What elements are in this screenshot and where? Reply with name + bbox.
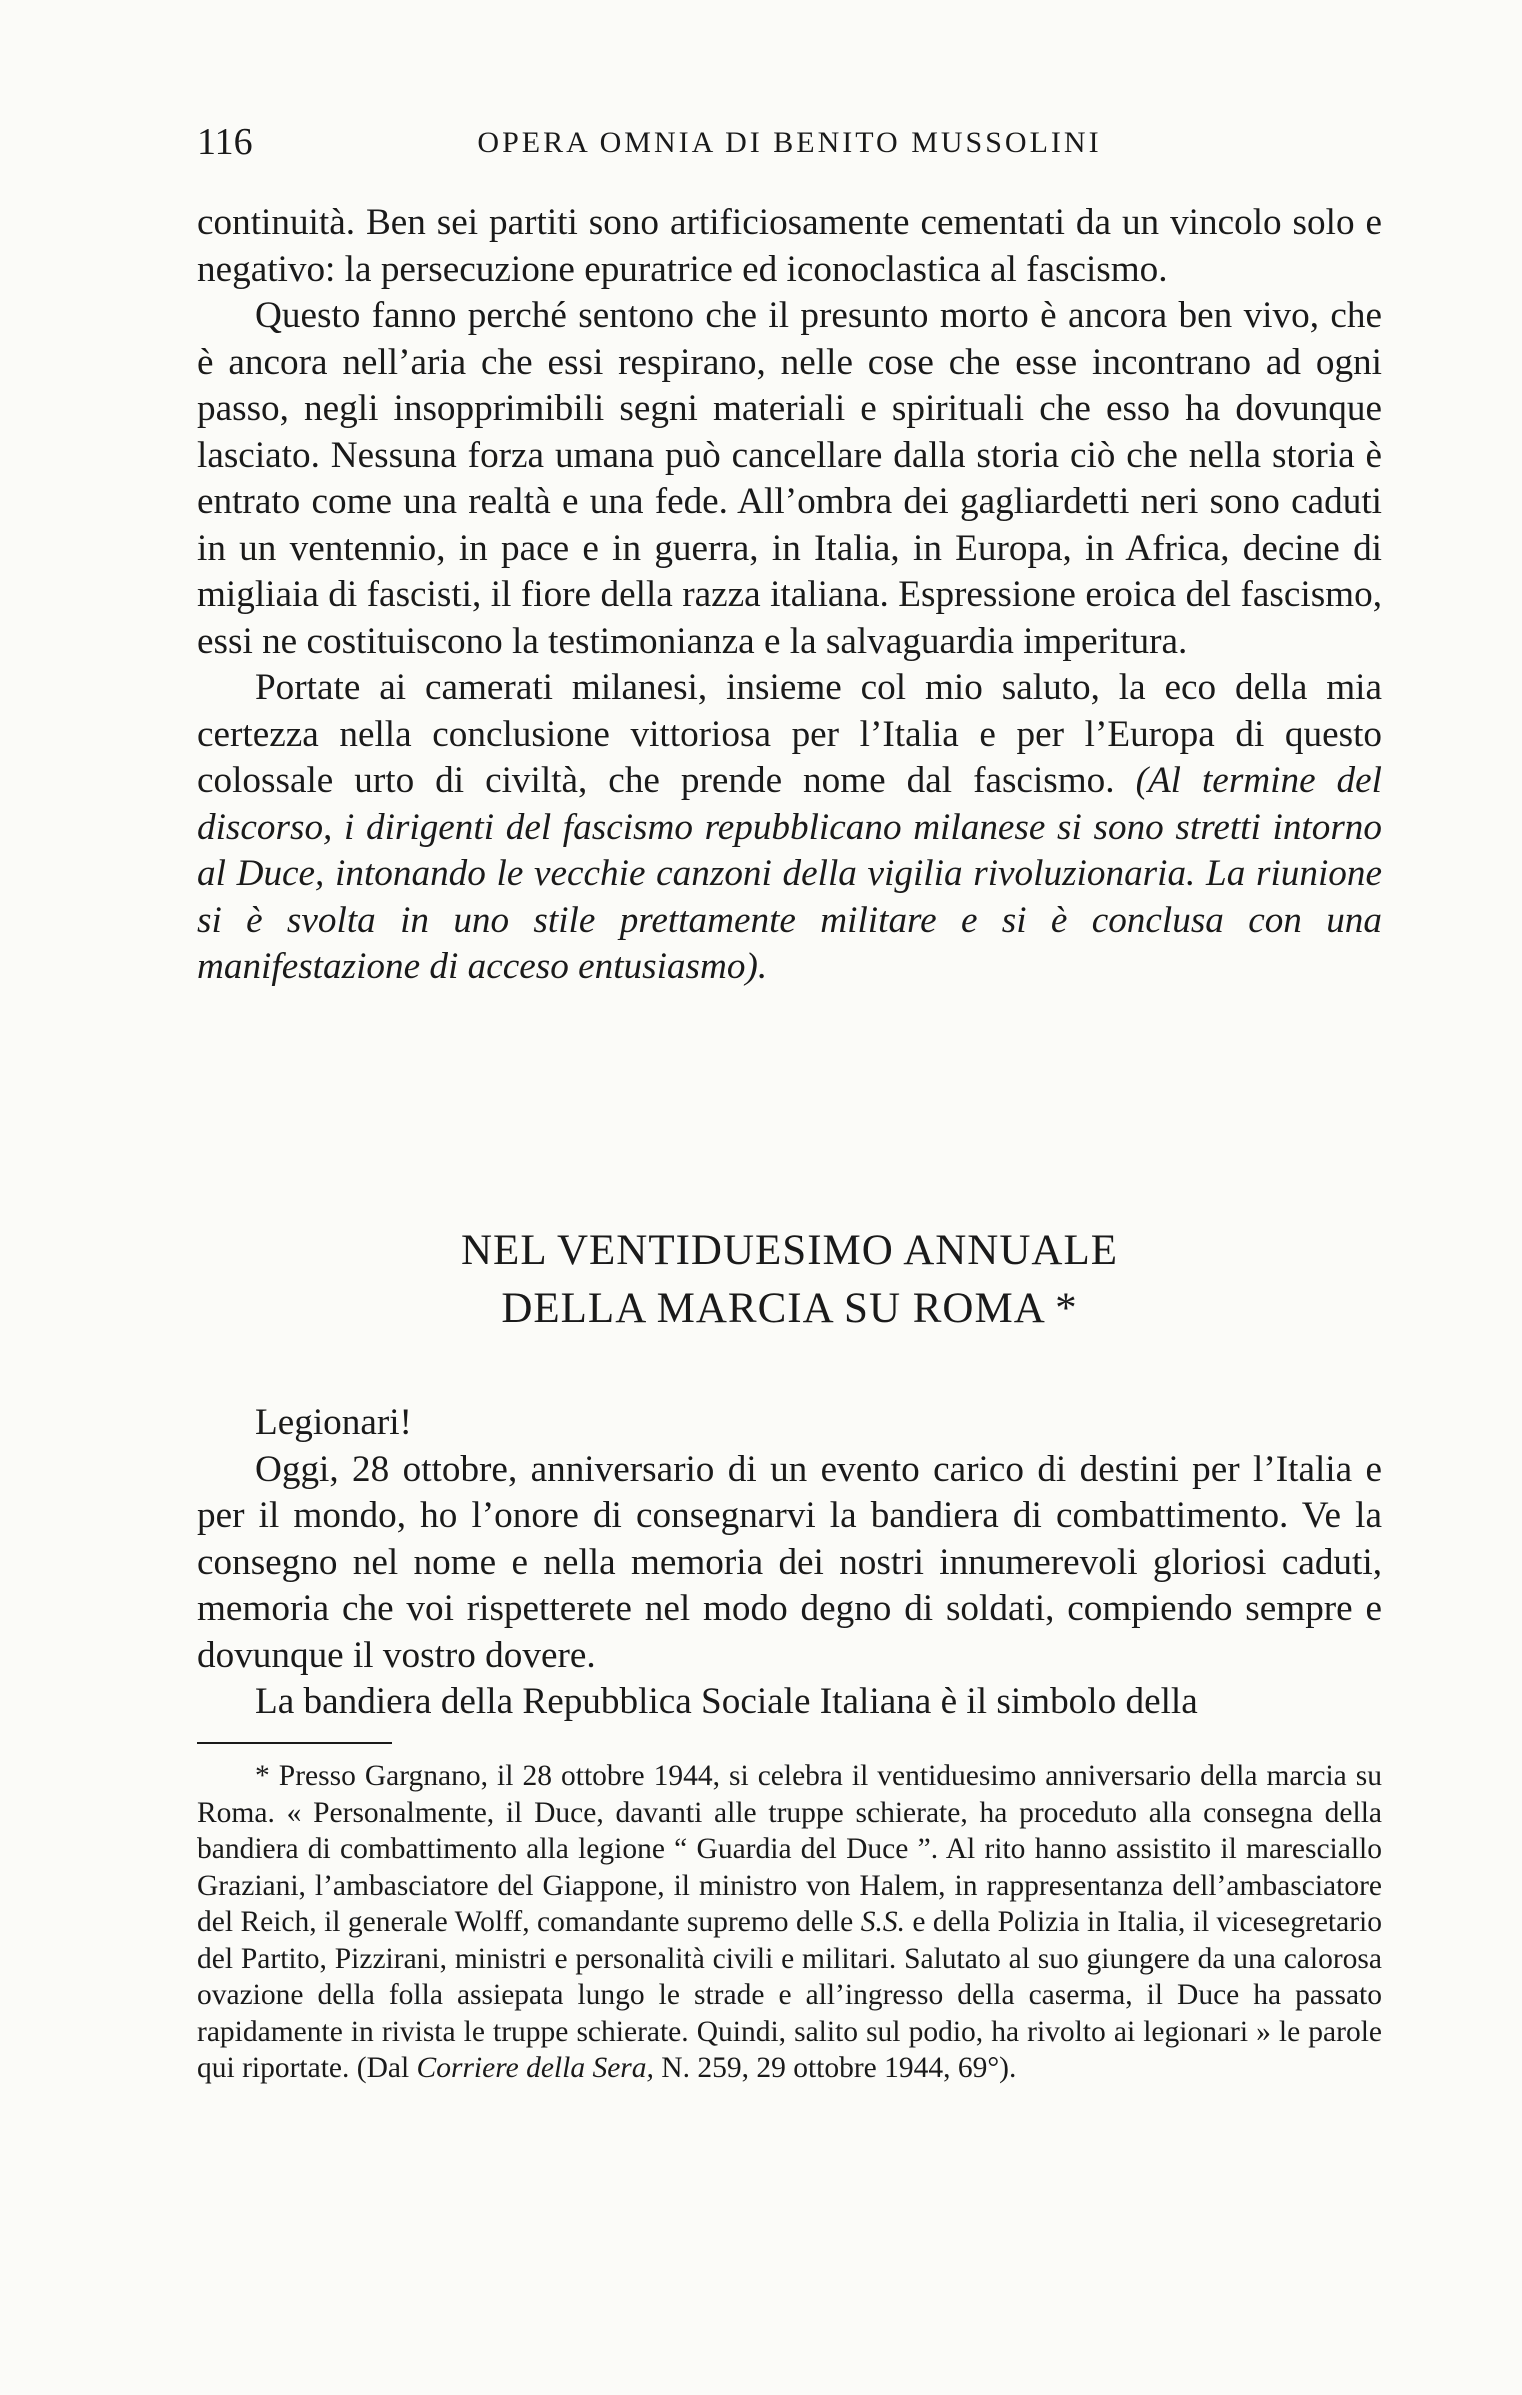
greeting: Legionari! — [255, 1402, 412, 1443]
article-title-line: DELLA MARCIA SU ROMA * — [501, 1285, 1078, 1332]
footnote-text-part: * Presso Gargnano, il 28 ottobre 1944, si celebra il ventiduesimo anniversario della marcia su Roma. « Personalmente, il Duce, davanti alle truppe schierate, ha proceduto alla consegna della bandiera di combattimento alla legione “ Guardia del Duce ”. Al rito hanno assistito il maresciallo Graziani, l’ambasciatore del Giappone, il ministro von Halem, in rappresentanza dell’ambasciatore del Reich, il generale Wolff, comandante supremo delle — [197, 1760, 1382, 1938]
speech-continuation — [197, 200, 1382, 991]
paragraph: La bandiera della Repubblica Sociale Italiana è il simbolo della — [255, 1681, 1198, 1722]
page-number: 116 — [197, 121, 253, 163]
footnote-text-part: e della Polizia in Italia, il vicesegretario del Partito, Pizzirani, ministri e personalità civili e militari. Salutato al suo giungere da una calorosa ovazione della folla assiepata lungo le strade e all’ingresso della caserma, il Duce ha passato rapidamente in rivista le truppe schierate. Quindi, salito sul podio, ha rivolto ai legionari » le parole qui riportate. (Dal — [197, 1906, 1382, 2084]
footnote-source-title: Corriere della Sera, — [416, 2052, 654, 2084]
article-title — [197, 1222, 1382, 1338]
paragraph: Oggi, 28 ottobre, anniversario di un evento carico di destini per l’Italia e per il mondo, ho l’onore di consegnarvi la bandiera di combattimento. Ve la consegno nel nome e nella memoria dei nostri innumerevoli gloriosi caduti, memoria che voi rispetterete nel modo degno di soldati, compiendo sempre e dovunque il vostro dovere. — [197, 1448, 1382, 1676]
footnote-text — [197, 1758, 1382, 2087]
article-title-line: NEL VENTIDUESIMO ANNUALE — [461, 1227, 1118, 1274]
speech-body — [197, 1400, 1382, 1726]
footnote-abbreviation: S.S. — [860, 1906, 905, 1938]
running-title: OPERA OMNIA DI BENITO MUSSOLINI — [477, 126, 1102, 159]
running-head — [197, 120, 1382, 170]
paragraph: Questo fanno perché sentono che il presunto morto è ancora ben vivo, che è ancora nell’aria che essi respirano, nelle cose che esse incontrano ad ogni passo, negli insopprimibili segni materiali e spirituali che esso ha dovunque lasciato. Nessuna forza umana può cancellare dalla storia ciò che nella storia è entrato come una realtà e una fede. All’ombra dei gagliardetti neri sono caduti in un ventennio, in pace e in guerra, in Italia, in Europa, in Africa, decine di migliaia di fascisti, il fiore della razza italiana. Espressione eroica del fascismo, essi ne costituiscono la testimonianza e la salvaguardia imperitura. — [197, 295, 1382, 662]
paragraph-continuation: continuità. Ben sei partiti sono artificiosamente cementati da un vincolo solo e negativo: la persecuzione epuratrice ed iconoclastica al fascismo. — [197, 202, 1382, 290]
footnote-text-part: N. 259, 29 ottobre 1944, 69°). — [661, 2052, 1017, 2084]
footnote-rule — [197, 1742, 392, 1744]
stage-direction: (Al termine del discorso, i dirigenti del fascismo repubblicano milanese si sono stretti intorno al Duce, intonando le vecchie canzoni della vigilia rivoluzionaria. La riunione si è svolta in uno stile prettamente militare e si è conclusa con una manifestazione di acceso entusiasmo). — [197, 760, 1382, 987]
footnote — [197, 1758, 1382, 2087]
paragraph-closing — [197, 665, 1382, 991]
paragraph-text: Portate ai camerati milanesi, insieme col mio saluto, la eco della mia certezza nella conclusione vittoriosa per l’Italia e per l’Europa di questo colossale urto di civiltà, che prende nome dal fascismo. — [197, 667, 1382, 801]
